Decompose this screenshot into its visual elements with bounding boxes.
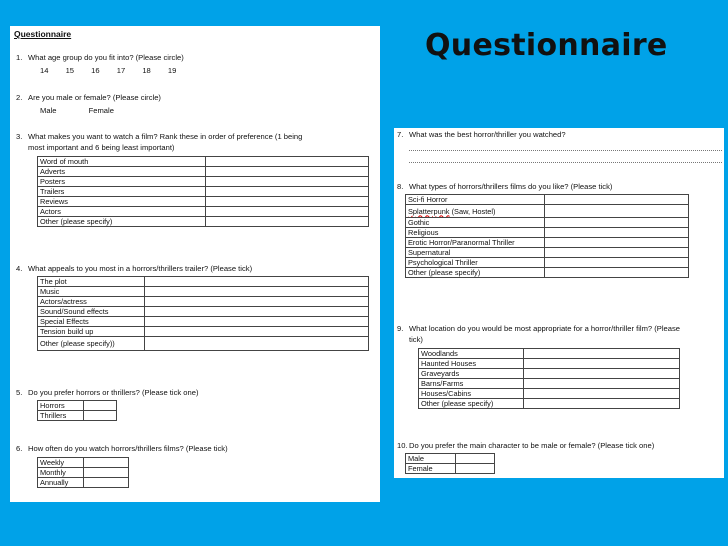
answer-line[interactable] — [409, 150, 722, 151]
question-2 — [16, 93, 161, 104]
question-10 — [397, 441, 654, 452]
question-text: What location do you would be most appropriate for a horror/thriller film? (Please — [409, 324, 680, 333]
question-text: Are you male or female? (Please circle) — [28, 93, 161, 102]
table-row — [38, 317, 369, 327]
questionnaire-page-left — [10, 26, 380, 502]
table-row — [406, 454, 495, 464]
age-option[interactable]: 19 — [167, 66, 177, 75]
table-row — [38, 401, 117, 411]
row-label-part: Splatterpunk — [408, 206, 450, 216]
table-row — [38, 157, 369, 167]
answer-line[interactable] — [409, 162, 722, 163]
question-text: Do you prefer horrors or thrillers? (Please tick one) — [28, 388, 199, 397]
question-text-continued: tick) — [409, 334, 423, 344]
tick-cell[interactable] — [524, 379, 680, 389]
tick-cell[interactable] — [524, 359, 680, 369]
row-label: Gothic — [406, 218, 545, 228]
question-text: What was the best horror/thriller you watched? — [409, 130, 566, 139]
table-row — [406, 248, 689, 258]
location-table — [418, 348, 680, 409]
age-option[interactable]: 14 — [40, 66, 49, 75]
row-label: Word of mouth — [38, 157, 206, 167]
gender-options — [40, 106, 129, 115]
question-text: Do you prefer the main character to be male or female? (Please tick one) — [409, 441, 655, 450]
question-1 — [16, 53, 184, 64]
table-row — [38, 187, 369, 197]
question-text: What appeals to you most in a horrors/thrillers trailer? (Please tick) — [28, 264, 253, 273]
main-character-table — [405, 453, 495, 474]
question-7 — [397, 130, 566, 141]
row-label: Weekly — [38, 458, 84, 468]
table-row — [38, 468, 129, 478]
row-label: Other (please specify)) — [38, 337, 145, 351]
rank-cell[interactable] — [206, 177, 369, 187]
question-4 — [16, 264, 252, 275]
table-row — [406, 464, 495, 474]
table-row — [406, 205, 689, 218]
tick-cell[interactable] — [84, 401, 117, 411]
row-label: Horrors — [38, 401, 84, 411]
age-options — [40, 66, 191, 75]
question-number: 8. — [397, 182, 404, 191]
row-label: Actors — [38, 207, 206, 217]
question-number: 1. — [16, 53, 23, 62]
table-row — [406, 195, 689, 205]
row-label: Thrillers — [38, 411, 84, 421]
rank-cell[interactable] — [206, 187, 369, 197]
table-row — [38, 207, 369, 217]
table-row — [38, 167, 369, 177]
row-label: Reviews — [38, 197, 206, 207]
rank-cell[interactable] — [206, 167, 369, 177]
tick-cell[interactable] — [456, 464, 495, 474]
table-row — [419, 399, 680, 409]
table-row — [38, 297, 369, 307]
row-label: Sound/Sound effects — [38, 307, 145, 317]
question-text: What types of horrors/thrillers films do you like? (Please tick) — [409, 182, 613, 191]
table-row — [419, 349, 680, 359]
row-label: Barns/Farms — [419, 379, 524, 389]
row-label: Male — [406, 454, 456, 464]
question-9 — [397, 324, 680, 345]
row-label: Music — [38, 287, 145, 297]
age-option[interactable]: 17 — [116, 66, 126, 75]
table-row — [406, 258, 689, 268]
row-label: Psychological Thriller — [406, 258, 545, 268]
tick-cell[interactable] — [145, 307, 369, 317]
tick-cell[interactable] — [545, 268, 689, 278]
row-label: Graveyards — [419, 369, 524, 379]
table-row — [38, 287, 369, 297]
row-label: Houses/Cabins — [419, 389, 524, 399]
trailer-appeal-table — [37, 276, 369, 351]
tick-cell[interactable] — [145, 277, 369, 287]
table-row — [406, 218, 689, 228]
row-label: Erotic Horror/Paranormal Thriller — [406, 238, 545, 248]
row-label: Religious — [406, 228, 545, 238]
row-label: Other (please specify) — [38, 217, 206, 227]
row-label-part: (Saw, Hostel) — [451, 206, 496, 216]
question-8 — [397, 182, 612, 193]
tick-cell[interactable] — [545, 238, 689, 248]
watch-frequency-table — [37, 457, 129, 488]
row-label: Supernatural — [406, 248, 545, 258]
table-row — [406, 228, 689, 238]
row-label: The plot — [38, 277, 145, 287]
question-number: 6. — [16, 444, 23, 453]
question-text-continued: most important and 6 being least important) — [28, 142, 175, 152]
tick-cell[interactable] — [545, 195, 689, 205]
table-row — [38, 307, 369, 317]
question-number: 2. — [16, 93, 23, 102]
rank-cell[interactable] — [206, 197, 369, 207]
tick-cell[interactable] — [84, 478, 129, 488]
tick-cell[interactable] — [545, 218, 689, 228]
tick-cell[interactable] — [524, 369, 680, 379]
table-row — [419, 369, 680, 379]
table-row — [38, 277, 369, 287]
row-label: Posters — [38, 177, 206, 187]
tick-cell[interactable] — [84, 458, 129, 468]
row-label: Female — [406, 464, 456, 474]
row-label: Monthly — [38, 468, 84, 478]
row-label: Haunted Houses — [419, 359, 524, 369]
table-row — [38, 337, 369, 351]
table-row — [38, 478, 129, 488]
question-number: 5. — [16, 388, 23, 397]
table-row — [38, 327, 369, 337]
question-6 — [16, 444, 228, 455]
question-number: 3. — [16, 132, 23, 141]
tick-cell[interactable] — [84, 411, 117, 421]
question-number: 9. — [397, 324, 404, 333]
tick-cell[interactable] — [524, 389, 680, 399]
question-3 — [16, 132, 302, 153]
tick-cell[interactable] — [545, 248, 689, 258]
tick-cell[interactable] — [545, 228, 689, 238]
table-row — [38, 217, 369, 227]
tick-cell[interactable] — [145, 327, 369, 337]
question-number: 10. — [397, 441, 408, 450]
tick-cell[interactable] — [84, 468, 129, 478]
table-row — [38, 177, 369, 187]
tick-cell[interactable] — [145, 297, 369, 307]
table-row — [406, 268, 689, 278]
gender-option[interactable]: Female — [88, 106, 114, 115]
question-text: What age group do you fit into? (Please circle) — [28, 53, 184, 62]
question-number: 7. — [397, 130, 404, 139]
gender-option[interactable]: Male — [40, 106, 57, 115]
slide-title: Questionnaire — [425, 28, 668, 63]
table-row — [419, 379, 680, 389]
table-row — [38, 197, 369, 207]
row-label: Sci-fi Horror — [406, 195, 545, 205]
question-5 — [16, 388, 199, 399]
row-label — [406, 205, 545, 218]
table-row — [38, 458, 129, 468]
question-number: 4. — [16, 264, 23, 273]
questionnaire-page-right — [394, 128, 724, 478]
row-label: Actors/actress — [38, 297, 145, 307]
row-label: Annually — [38, 478, 84, 488]
rank-cell[interactable] — [206, 207, 369, 217]
table-row — [419, 389, 680, 399]
row-label: Special Effects — [38, 317, 145, 327]
row-label: Adverts — [38, 167, 206, 177]
age-option[interactable]: 15 — [65, 66, 75, 75]
row-label: Trailers — [38, 187, 206, 197]
page-heading: Questionnaire — [14, 29, 72, 39]
question-text: What makes you want to watch a film? Rank these in order of preference (1 being — [28, 132, 303, 141]
tick-cell[interactable] — [145, 317, 369, 327]
table-row — [406, 238, 689, 248]
rank-cell[interactable] — [206, 157, 369, 167]
row-label: Woodlands — [419, 349, 524, 359]
row-label: Tension build up — [38, 327, 145, 337]
rank-cell[interactable] — [206, 217, 369, 227]
age-option[interactable]: 16 — [91, 66, 100, 75]
table-row — [419, 359, 680, 369]
question-text: How often do you watch horrors/thrillers films? (Please tick) — [28, 444, 228, 453]
tick-cell[interactable] — [145, 337, 369, 351]
tick-cell[interactable] — [545, 205, 689, 218]
tick-cell[interactable] — [524, 349, 680, 359]
tick-cell[interactable] — [545, 258, 689, 268]
film-preference-table — [37, 156, 369, 227]
tick-cell[interactable] — [145, 287, 369, 297]
row-label: Other (please specify) — [406, 268, 545, 278]
age-option[interactable]: 18 — [142, 66, 151, 75]
tick-cell[interactable] — [456, 454, 495, 464]
row-label: Other (please specify) — [419, 399, 524, 409]
film-type-table — [405, 194, 689, 278]
table-row — [38, 411, 117, 421]
genre-preference-table — [37, 400, 117, 421]
tick-cell[interactable] — [524, 399, 680, 409]
